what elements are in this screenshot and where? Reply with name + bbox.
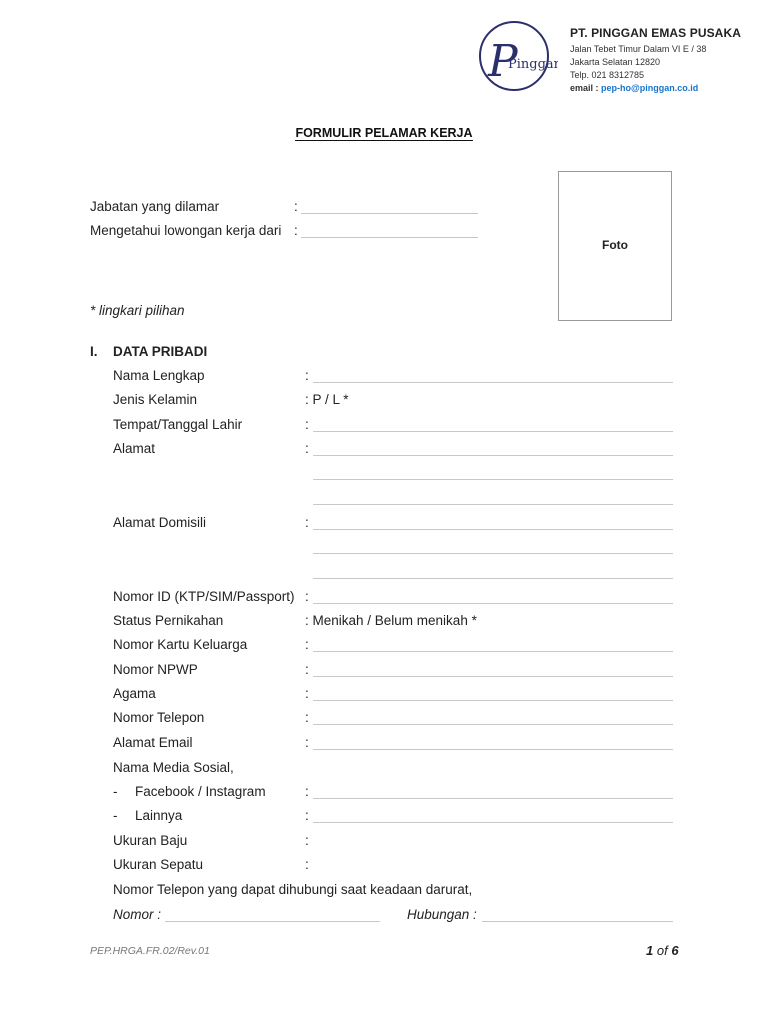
company-phone: Telp. 021 8312785 [570, 70, 645, 80]
nama-input-line[interactable] [313, 382, 673, 383]
emergency-contact-label: Nomor Telepon yang dapat dihubungi saat keadaan darurat, [113, 882, 473, 897]
section-number: I. [90, 344, 98, 359]
company-logo [470, 20, 558, 92]
emergency-relation-label: Hubungan : [407, 907, 477, 922]
photo-label: Foto [602, 238, 628, 252]
field-value-telepon: : [305, 710, 309, 725]
field-label-nomor-id: Nomor ID (KTP/SIM/Passport) [113, 589, 295, 604]
colon: : [294, 199, 298, 214]
agama-input-line[interactable] [313, 700, 673, 701]
field-label-alamat: Alamat [113, 441, 156, 456]
field-value-status[interactable]: : Menikah / Belum menikah * [305, 613, 477, 628]
email-input-line[interactable] [313, 749, 673, 750]
field-label-telepon: Nomor Telepon [113, 710, 205, 725]
photo-box[interactable] [558, 171, 672, 321]
logo-text: Pinggan [508, 57, 558, 72]
company-name: PT. PINGGAN EMAS PUSAKA [570, 26, 741, 40]
field-value-agama: : [305, 686, 309, 701]
field-value-alamat: : [305, 441, 309, 456]
colon: : [294, 223, 298, 238]
form-title: FORMULIR PELAMAR KERJA [295, 126, 473, 140]
field-value-nomor-id: : [305, 589, 309, 604]
section-title: DATA PRIBADI [113, 344, 208, 359]
field-label-ttl: Tempat/Tanggal Lahir [113, 417, 243, 432]
field-label-email: Alamat Email [113, 735, 193, 750]
field-value-ttl: : [305, 417, 309, 432]
alamat-input-line-3[interactable] [313, 504, 673, 505]
emergency-relation-input-line[interactable] [482, 921, 673, 922]
field-label-kk: Nomor Kartu Keluarga [113, 637, 248, 652]
lainnya-input-line[interactable] [313, 822, 673, 823]
emergency-number-input-line[interactable] [165, 921, 380, 922]
field-value-nama: : [305, 368, 309, 383]
ttl-input-line[interactable] [313, 431, 673, 432]
email-label: email : [570, 83, 599, 93]
kk-input-line[interactable] [313, 651, 673, 652]
field-label-ukuran-baju: Ukuran Baju [113, 833, 188, 848]
field-label-agama: Agama [113, 686, 156, 701]
page-total: 6 [671, 943, 679, 958]
field-label-ukuran-sepatu: Ukuran Sepatu [113, 857, 204, 872]
field-label-status: Status Pernikahan [113, 613, 224, 628]
field-label-lowongan: Mengetahui lowongan kerja dari [90, 223, 282, 238]
field-label-domisili: Alamat Domisili [113, 515, 207, 530]
company-email-link[interactable]: pep-ho@pinggan.co.id [601, 83, 699, 93]
field-value-facebook: : [305, 784, 309, 799]
field-value-kk: : [305, 637, 309, 652]
company-address-line2: Jakarta Selatan 12820 [570, 57, 661, 67]
jabatan-input-line[interactable] [301, 213, 478, 214]
field-label-jenis-kelamin: Jenis Kelamin [113, 392, 198, 407]
bullet-dash: - [113, 784, 118, 799]
field-label-npwp: Nomor NPWP [113, 662, 198, 677]
npwp-input-line[interactable] [313, 676, 673, 677]
nomor-id-input-line[interactable] [313, 603, 673, 604]
alamat-input-line-1[interactable] [313, 455, 673, 456]
note-lingkari: * lingkari pilihan [90, 303, 185, 318]
company-address-line1: Jalan Tebet Timur Dalam VI E / 38 [570, 44, 707, 54]
field-value-email: : [305, 735, 309, 750]
document-code: PEP.HRGA.FR.02/Rev.01 [90, 945, 210, 957]
svg-text:P: P [488, 36, 518, 87]
field-label-jabatan: Jabatan yang dilamar [90, 199, 220, 214]
field-label-lainnya: Lainnya [135, 808, 183, 823]
field-value-jenis-kelamin[interactable]: : P / L * [305, 392, 349, 407]
bullet-dash: - [113, 808, 118, 823]
field-label-media-sosial: Nama Media Sosial, [113, 760, 234, 775]
field-value-npwp: : [305, 662, 309, 677]
page-number [646, 943, 679, 958]
page-current: 1 [646, 943, 654, 958]
facebook-input-line[interactable] [313, 798, 673, 799]
lowongan-input-line[interactable] [301, 237, 478, 238]
field-label-nama: Nama Lengkap [113, 368, 205, 383]
field-value-domisili: : [305, 515, 309, 530]
domisili-input-line-3[interactable] [313, 578, 673, 579]
field-value-ukuran-baju[interactable]: : [305, 833, 309, 848]
emergency-number-label: Nomor : [113, 907, 162, 922]
alamat-input-line-2[interactable] [313, 479, 673, 480]
field-value-ukuran-sepatu[interactable]: : [305, 857, 309, 872]
page-of: of [656, 943, 668, 958]
field-value-lainnya: : [305, 808, 309, 823]
telepon-input-line[interactable] [313, 724, 673, 725]
field-label-facebook: Facebook / Instagram [135, 784, 266, 799]
company-email-row [570, 83, 698, 93]
domisili-input-line-2[interactable] [313, 553, 673, 554]
domisili-input-line-1[interactable] [313, 529, 673, 530]
